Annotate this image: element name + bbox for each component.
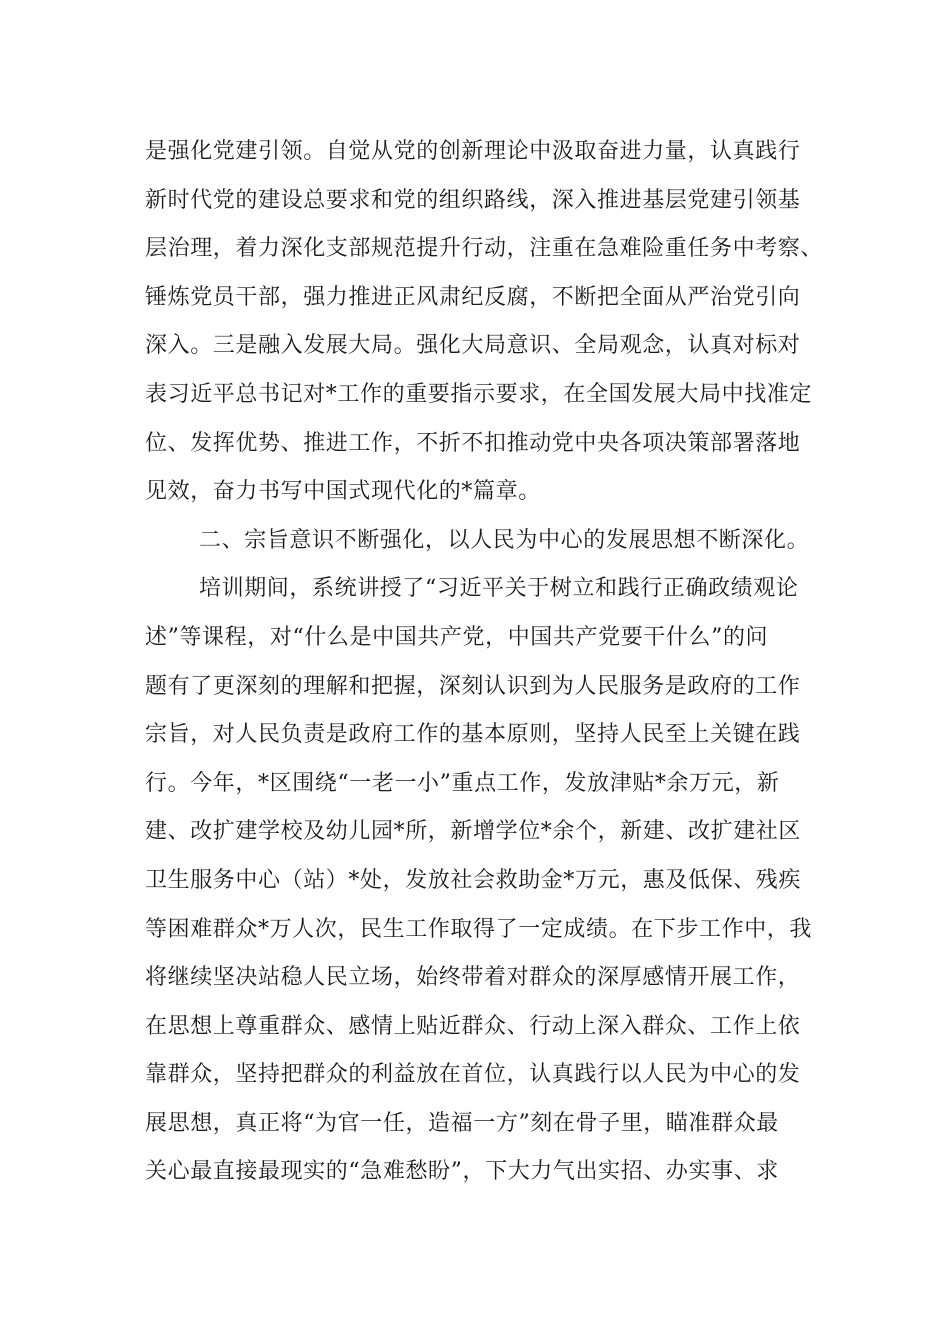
text-line: 在思想上尊重群众、感情上贴近群众、行动上深入群众、工作上依 xyxy=(145,1013,801,1039)
text-line: 展思想，真正将“为官一任，造福一方”刻在骨子里，瞄准群众最 xyxy=(145,1110,779,1136)
text-line: 靠群众，坚持把群众的利益放在首位，认真践行以人民为中心的发 xyxy=(145,1062,801,1088)
text-line: 位、发挥优势、推进工作，不折不扣推动党中央各项决策部署落地 xyxy=(145,430,801,456)
text-line: 表习近平总书记对*工作的重要指示要求，在全国发展大局中找准定 xyxy=(145,381,813,407)
text-line: 关心最直接最现实的“急难愁盼”，下大力气出实招、办实事、求 xyxy=(145,1159,779,1185)
text-line: 行。今年，*区围绕“一老一小”重点工作，发放津贴*余万元，新 xyxy=(145,770,780,796)
body-text xyxy=(145,128,825,1197)
text-line: 宗旨，对人民负责是政府工作的基本原则，坚持人民至上关键在践 xyxy=(145,722,801,748)
text-line: 卫生服务中心（站）*处，发放社会救助金*万元，惠及低保、残疾 xyxy=(145,867,802,893)
section-heading: 二、宗旨意识不断强化，以人民为中心的发展思想不断深化。 xyxy=(199,527,810,553)
text-line: 等困难群众*万人次，民生工作取得了一定成绩。在下步工作中，我 xyxy=(145,916,813,942)
text-line: 将继续坚决站稳人民立场，始终带着对群众的深厚感情开展工作， xyxy=(145,965,801,991)
text-line: 题有了更深刻的理解和把握，深刻认识到为人民服务是政府的工作 xyxy=(145,673,801,699)
text-line: 锤炼党员干部，强力推进正风肃纪反腐，不断把全面从严治党引向 xyxy=(145,284,801,310)
text-line: 见效，奋力书写中国式现代化的*篇章。 xyxy=(145,479,541,505)
text-line: 深入。三是融入发展大局。强化大局意识、全局观念，认真对标对 xyxy=(145,333,801,359)
text-line: 述”等课程，对“什么是中国共产党，中国共产党要干什么”的问 xyxy=(145,624,769,650)
text-line: 是强化党建引领。自觉从党的创新理论中汲取奋进力量，认真践行 xyxy=(145,139,801,164)
text-line: 建、改扩建学校及幼儿园*所，新增学位*余个，新建、改扩建社区 xyxy=(145,819,802,845)
text-line: 新时代党的建设总要求和党的组织路线，深入推进基层党建引领基 xyxy=(145,187,801,213)
paragraph-start-line: 培训期间，系统讲授了“习近平关于树立和践行正确政绩观论 xyxy=(199,576,799,602)
text-line: 层治理，着力深化支部规范提升行动，注重在急难险重任务中考察、 xyxy=(145,236,824,262)
